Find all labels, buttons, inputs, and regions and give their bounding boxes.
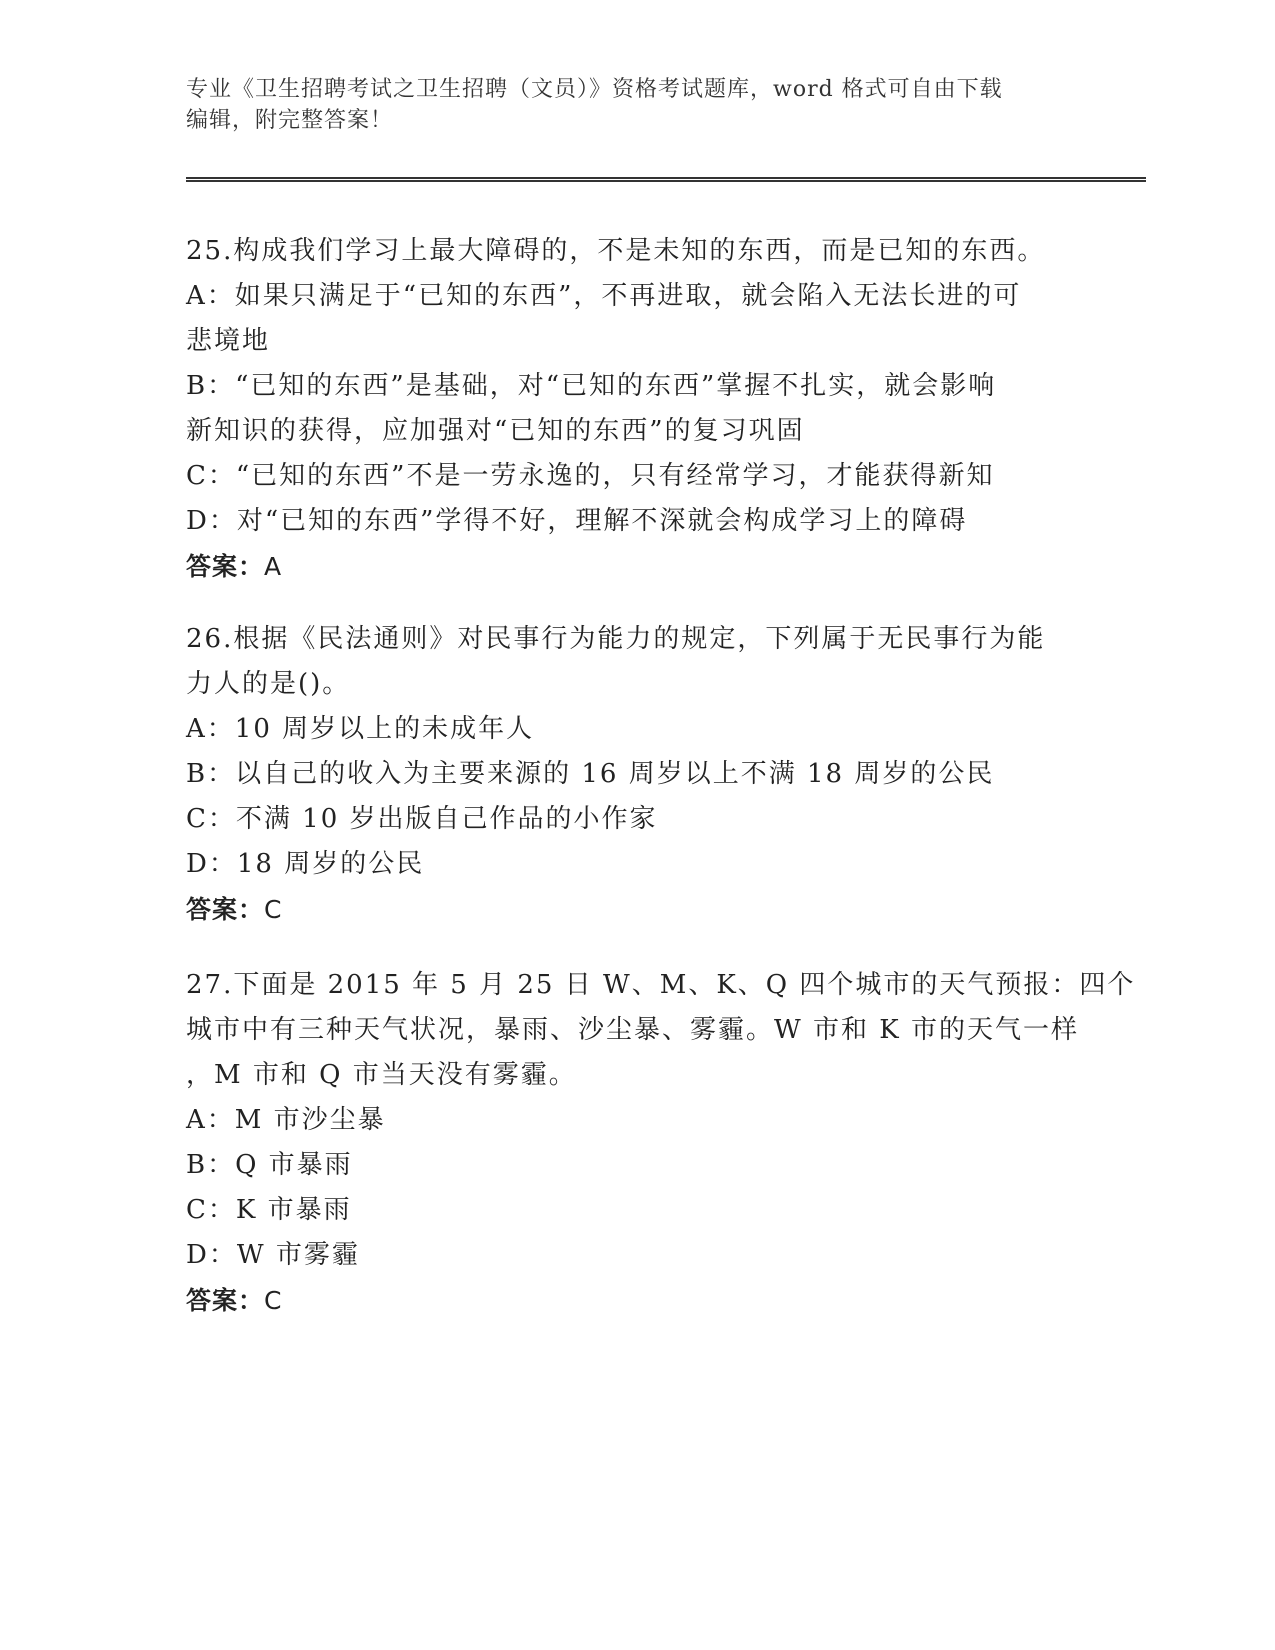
option-a: A：M 市沙尘暴 <box>186 1105 386 1135</box>
answer-label: 答案： <box>186 895 265 924</box>
answer-value: C <box>264 1286 283 1315</box>
answer <box>186 1278 1066 1323</box>
option-b: B：“已知的东西”是基础，对“已知的东西”掌握不扎实，就会影响 <box>186 371 997 401</box>
answer <box>186 544 1066 589</box>
option-a: A：如果只满足于“已知的东西”，不再进取，就会陷入无法长进的可 <box>186 281 1022 311</box>
option-d: D：对“已知的东西”学得不好，理解不深就会构成学习上的障碍 <box>186 506 968 536</box>
option-c: C：“已知的东西”不是一劳永逸的，只有经常学习，才能获得新知 <box>186 461 995 491</box>
question-stem-continued: 力人的是()。 <box>186 669 351 699</box>
option-a: A：10 周岁以上的未成年人 <box>186 714 535 744</box>
question-26 <box>186 617 1066 932</box>
question-stem: 26.根据《民法通则》对民事行为能力的规定，下列属于无民事行为能 <box>186 624 1046 654</box>
option-b-continued: 新知识的获得，应加强对“已知的东西”的复习巩固 <box>186 416 805 446</box>
question-stem-continued: 城市中有三种天气状况，暴雨、沙尘暴、雾霾。W 市和 K 市的天气一样 <box>186 1015 1079 1045</box>
answer-label: 答案： <box>186 1286 265 1315</box>
option-b: B：Q 市暴雨 <box>186 1150 353 1180</box>
question-stem: 27.下面是 2015 年 5 月 25 日 W、M、K、Q 四个城市的天气预报：四个 <box>186 970 1136 1000</box>
option-a-continued: 悲境地 <box>186 326 271 356</box>
question-stem-continued: ，M 市和 Q 市当天没有雾霾。 <box>186 1060 577 1090</box>
question-27 <box>186 963 1136 1323</box>
option-b: B：以自己的收入为主要来源的 16 周岁以上不满 18 周岁的公民 <box>186 759 995 789</box>
answer <box>186 887 1066 932</box>
answer-value: C <box>264 895 283 924</box>
question-25 <box>186 229 1066 589</box>
header-line-1: 专业《卫生招聘考试之卫生招聘（文员）》资格考试题库，word 格式可自由下载 <box>186 77 1003 102</box>
option-c: C：K 市暴雨 <box>186 1195 352 1225</box>
document-header <box>186 74 1056 136</box>
option-d: D：W 市雾霾 <box>186 1240 360 1270</box>
option-c: C：不满 10 岁出版自己作品的小作家 <box>186 804 658 834</box>
header-divider <box>186 177 1146 182</box>
answer-label: 答案： <box>186 552 265 581</box>
answer-value: A <box>264 552 283 581</box>
question-stem: 25.构成我们学习上最大障碍的，不是未知的东西，而是已知的东西。 <box>186 236 1046 266</box>
option-d: D：18 周岁的公民 <box>186 849 425 879</box>
header-line-2: 编辑，附完整答案！ <box>186 108 394 133</box>
